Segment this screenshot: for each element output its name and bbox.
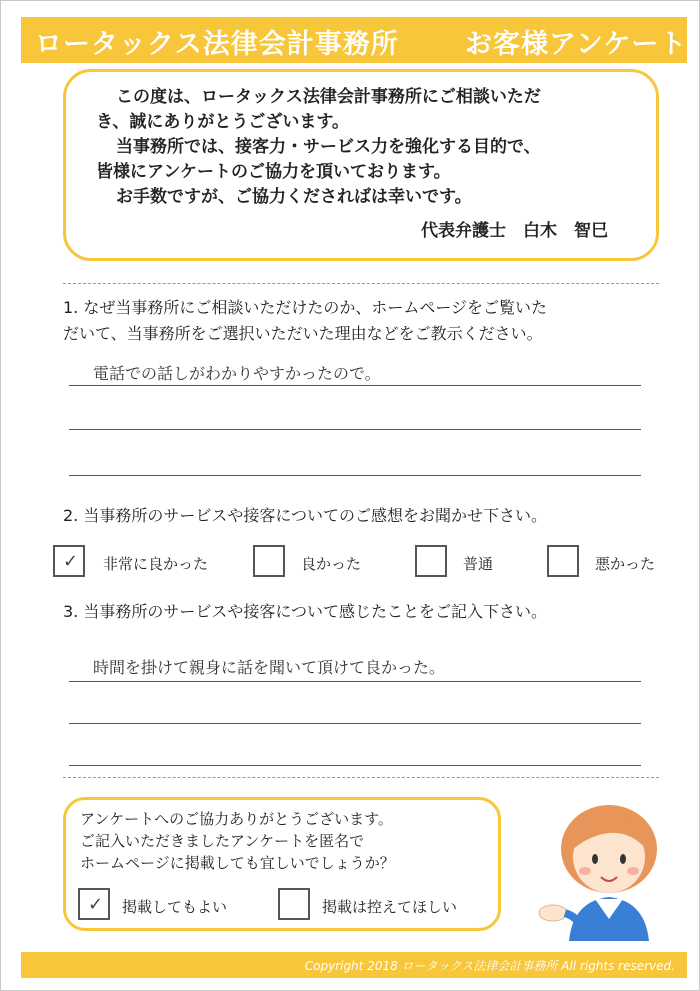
- q1-text: 1. なぜ当事務所にご相談いただけたのか、ホームページをご覧いた: [63, 298, 548, 317]
- checkbox-consent-no[interactable]: [278, 888, 310, 920]
- checkbox-bad[interactable]: [547, 545, 579, 577]
- q3-text: 3. 当事務所のサービスや接客について感じたことをご記入下さい。: [63, 602, 548, 621]
- footer-bar: [21, 952, 687, 978]
- consent-box: [63, 797, 501, 931]
- answer-line: [69, 765, 641, 766]
- checkbox-average[interactable]: [415, 545, 447, 577]
- option-label: 非常に良かった: [103, 555, 209, 573]
- answer-line: [69, 429, 641, 430]
- answer-line: [69, 681, 641, 682]
- check-icon: ✓: [88, 894, 104, 915]
- intro-line: お手数ですが、ご協力くださればは幸いです。: [116, 187, 472, 207]
- copyright-text: Copyright 2018 ロータックス法律会計事務所 All rights reserved.: [304, 959, 675, 973]
- q3-answer: 時間を掛けて親身に話を聞いて頂けて良かった。: [93, 658, 446, 677]
- header-bar: [21, 17, 687, 63]
- intro-line: 皆様にアンケートのご協力を頂いております。: [96, 162, 451, 182]
- option-label: 掲載は控えてほしい: [322, 898, 458, 916]
- woman-mascot-icon: [529, 801, 679, 941]
- checkbox-very-good[interactable]: [53, 545, 85, 577]
- answer-line: [69, 723, 641, 724]
- option-label: 普通: [463, 555, 494, 573]
- answer-line: [69, 385, 641, 386]
- intro-line: この度は、ロータックス法律会計事務所にご相談いただ: [116, 87, 541, 107]
- intro-line: 当事務所では、接客力・サービス力を強化する目的で、: [116, 137, 541, 157]
- option-label: 悪かった: [595, 555, 656, 573]
- divider: [63, 777, 659, 778]
- answer-line: [69, 475, 641, 476]
- check-icon: ✓: [63, 551, 79, 572]
- checkbox-good[interactable]: [253, 545, 285, 577]
- option-label: 掲載してもよい: [122, 898, 228, 916]
- signature: 代表弁護士 白木 智巳: [421, 221, 608, 241]
- consent-line: ホームページに掲載しても宜しいでしょうか？: [80, 854, 395, 872]
- intro-line: き、誠にありがとうございます。: [96, 112, 349, 132]
- option-label: 良かった: [301, 555, 362, 573]
- q1-text: だいて、当事務所をご選択いただいた理由などをご教示ください。: [63, 324, 543, 343]
- consent-line: ご記入いただきましたアンケートを匿名で: [80, 832, 365, 850]
- intro-message-box: [63, 69, 659, 261]
- consent-line: アンケートへのご協力ありがとうございます。: [80, 810, 393, 828]
- q1-answer: 電話での話しがわかりやすかったので。: [93, 364, 381, 383]
- q2-text: 2. 当事務所のサービスや接客についてのご感想をお聞かせ下さい。: [63, 506, 548, 525]
- page-title: ロータックス法律会計事務所: [35, 29, 399, 60]
- divider: [63, 283, 659, 284]
- page-subtitle: お客様アンケート: [465, 29, 688, 60]
- checkbox-consent-yes[interactable]: [78, 888, 110, 920]
